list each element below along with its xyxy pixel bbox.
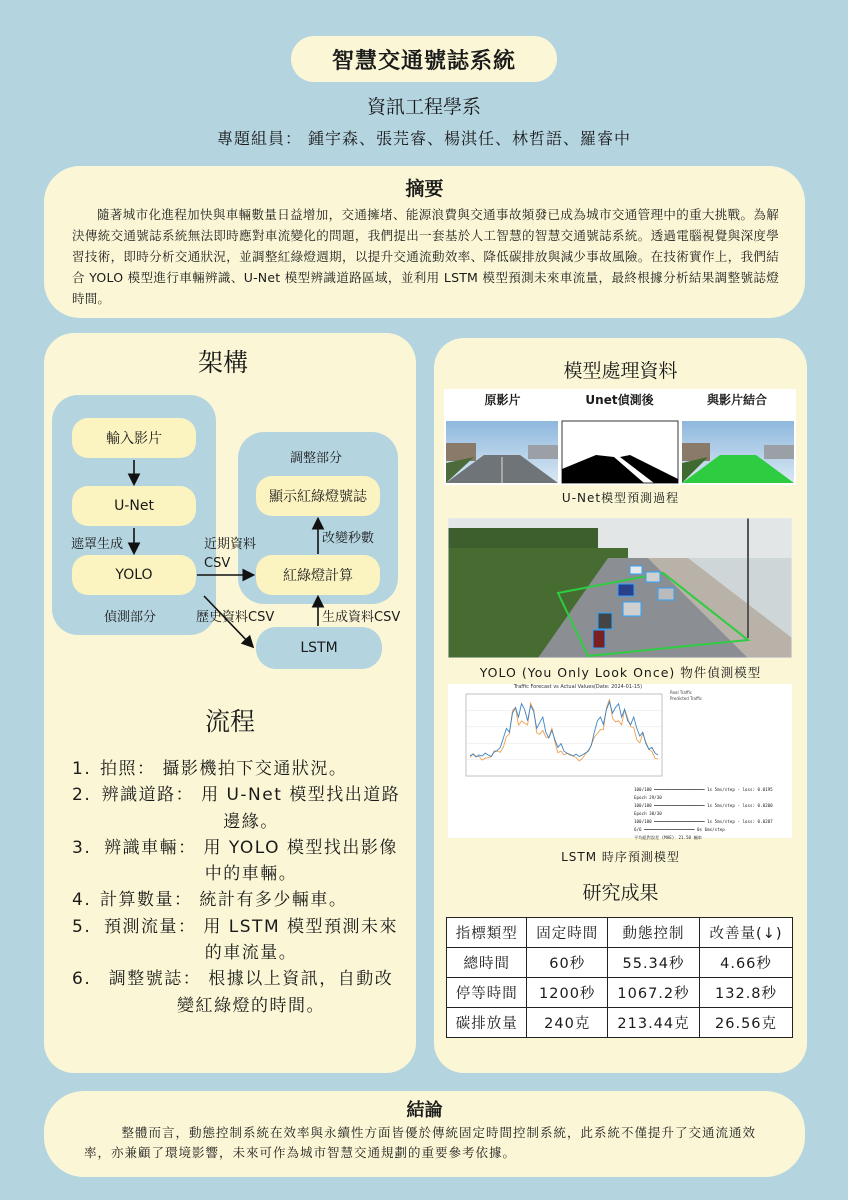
conclusion-section (44, 1091, 805, 1177)
architecture-arrows (44, 380, 416, 680)
unet-header-detected: Unet偵測後 (585, 393, 654, 407)
step-text: 辨識車輛： 用 YOLO 模型找出影像中的車輛。 (104, 837, 398, 885)
step-number: 6. (72, 969, 92, 990)
log-line: 平均絕對誤差 (MAE)：21.50 輛車 (634, 835, 702, 840)
lstm-training-log (634, 786, 792, 842)
header-cell: 指標類型 (447, 918, 527, 948)
yolo-caption: YOLO (You Only Look Once) 物件偵測模型 (479, 665, 762, 680)
lstm-caption: LSTM 時序預測模型 (561, 850, 680, 864)
display-light-node: 顯示紅綠燈號誌 (256, 476, 380, 516)
step-number: 4. (72, 890, 92, 911)
step-text: 調整號誌： 根據以上資訊，自動改變紅綠燈的時間。 (108, 969, 394, 1016)
log-line: 6/6 ━━━━━━━━━━━━━━━━━━━━ 0s 6ms/step (634, 827, 725, 832)
lstm-real-series (470, 702, 658, 757)
recent-csv-label: 近期資料CSV (204, 537, 257, 571)
process-steps (72, 756, 402, 1019)
table-row (447, 948, 793, 978)
unet-header-original: 原影片 (484, 393, 521, 407)
log-line: 100/100 ━━━━━━━━━━━━━━━━━━━━ 1s 5ms/step - loss: 0.0207 (634, 819, 773, 824)
process-title: 流程 (205, 707, 256, 736)
mask-label: 遮罩生成 (71, 537, 124, 552)
unet-images (444, 419, 796, 485)
change-seconds-label: 改變秒數 (322, 531, 375, 546)
table-cell: 60秒 (527, 948, 607, 978)
model-title: 模型處理資料 (563, 360, 678, 382)
unet-mask-image (562, 421, 678, 483)
table-cell: 26.56克 (700, 1008, 793, 1038)
light-calc-node: 紅綠燈計算 (256, 555, 380, 595)
adjust-section-label: 調整部分 (290, 451, 343, 466)
table-cell: 1200秒 (527, 978, 607, 1008)
process-step (72, 756, 402, 782)
step-number: 1. (72, 759, 92, 779)
log-line: Epoch 29/30 (634, 795, 662, 800)
log-line: 100/100 ━━━━━━━━━━━━━━━━━━━━ 1s 5ms/step - loss: 0.0195 (634, 787, 773, 792)
header-cell: 動態控制 (607, 918, 699, 948)
table-cell: 總時間 (447, 948, 527, 978)
combined-road-image (682, 421, 794, 483)
results-title: 研究成果 (582, 882, 659, 904)
step-text: 拍照： 攝影機拍下交通狀況。 (100, 759, 348, 779)
log-line: Epoch 30/30 (634, 811, 662, 816)
lstm-node: LSTM (256, 627, 382, 669)
step-number: 3. (72, 837, 92, 858)
table-row (447, 1008, 793, 1038)
step-number: 5. (72, 916, 92, 937)
table-cell: 停等時間 (447, 978, 527, 1008)
input-video-node: 輸入影片 (72, 418, 196, 458)
table-cell: 4.66秒 (700, 948, 793, 978)
table-cell: 240克 (527, 1008, 607, 1038)
abstract-text: 隨著城市化進程加快與車輛數量日益增加，交通擁堵、能源浪費與交通事故頻發已成為城市交通管理中的重大挑戰。為解決傳統交通號誌系統無法即時應對車流變化的問題，我們提出一套基於人工智慧的智慧交通號誌系統。透過電腦視覺與深度學習技術，即時分析交通狀況，並調整紅綠燈週期，以提升交通流動效率、降低碳排放與減少事故風險。在技術實作上，我們結合 YOLO 模型進行車輛辨識、U-Net 模型辨識道路區域，並利用 LSTM 模型預測未來車流量，最終根據分析結果調整號誌燈時間。 (72, 207, 779, 306)
step-text: 預測流量： 用 LSTM 模型預測未來的車流量。 (103, 916, 399, 964)
process-step (72, 914, 402, 967)
team-members: 專題組員： 鍾宇森、張芫睿、楊淇任、林哲語、羅睿中 (216, 129, 632, 148)
table-cell: 213.44克 (607, 1008, 699, 1038)
process-step (72, 887, 402, 913)
history-csv-label: 歷史資料CSV (196, 610, 275, 625)
detect-section-label: 偵測部分 (104, 610, 157, 625)
conclusion-title: 結論 (406, 1100, 443, 1121)
process-step (72, 782, 402, 835)
original-road-image (446, 421, 558, 483)
yolo-detection-image (448, 518, 792, 658)
unet-node: U-Net (72, 486, 196, 526)
process-step (72, 966, 402, 1019)
abstract-section (44, 166, 805, 318)
log-line: 100/100 ━━━━━━━━━━━━━━━━━━━━ 1s 5ms/step - loss: 0.0200 (634, 803, 773, 808)
poster-title: 智慧交通號誌系統 (291, 36, 557, 82)
department: 資訊工程學系 (366, 96, 481, 118)
lstm-plot-title: Traffic Forecast vs Actual Values(Date: 2024-01-15) (513, 684, 643, 690)
table-header-row (447, 918, 793, 948)
legend-predicted-label: Predicted Traffic (670, 696, 703, 701)
step-text: 計算數量： 統計有多少輛車。 (100, 890, 348, 911)
step-number: 2. (72, 785, 92, 806)
gen-csv-label: 生成資料CSV (322, 610, 401, 625)
table-row (447, 978, 793, 1008)
lstm-plot-frame (466, 694, 662, 776)
results-table (446, 917, 793, 1038)
process-step (72, 835, 402, 888)
conclusion-text: 整體而言，動態控制系統在效率與永續性方面皆優於傳統固定時間控制系統，此系統不僅提升了交通流通效率，亦兼顧了環境影響，未來可作為城市智慧交通規劃的重要參考依據。 (84, 1125, 757, 1160)
header-cell: 固定時間 (527, 918, 607, 948)
architecture-title: 架構 (198, 348, 249, 377)
table-cell: 132.8秒 (700, 978, 793, 1008)
unet-caption: U-Net模型預測過程 (561, 491, 680, 505)
step-text: 辨識道路： 用 U-Net 模型找出道路邊緣。 (101, 785, 401, 832)
table-cell: 55.34秒 (607, 948, 699, 978)
table-cell: 1067.2秒 (607, 978, 699, 1008)
table-cell: 碳排放量 (447, 1008, 527, 1038)
yolo-node: YOLO (72, 555, 196, 595)
unet-header-combined: 與影片結合 (706, 393, 767, 407)
abstract-title: 摘要 (405, 178, 444, 200)
legend-real-label: Real Traffic (670, 690, 692, 695)
lstm-chart-image (448, 684, 792, 838)
unet-image-strip (444, 389, 796, 485)
header-cell: 改善量(↓) (700, 918, 793, 948)
